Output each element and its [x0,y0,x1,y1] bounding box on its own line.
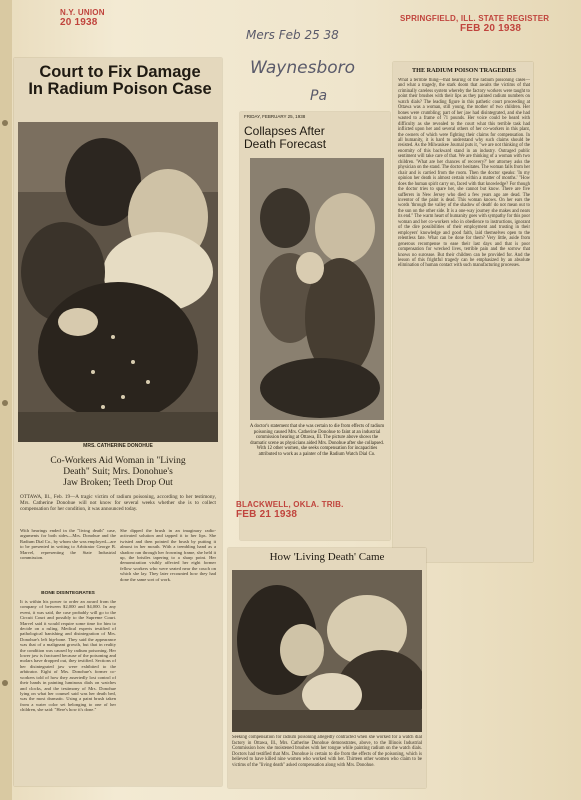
middle-headline-line1: Collapses After [244,124,325,138]
photo-image [18,122,218,442]
left-subhead-line2: Death" Suit; Mrs. Donohue's [63,467,173,477]
right-source-stamp [400,14,570,34]
collapse-photo [250,158,384,420]
page-binding [0,0,12,800]
binding-hole [2,680,8,686]
bottom-headline: How 'Living Death' Came [269,551,385,563]
left-column1-part2: It is within his power to order an award from the company of between $2,000 and $4,000. In any event, it was said, the case probably will go to the Circuit Court and possibly to the Supreme Court. Marvel said it would require some time for him to decide on a ruling. Medical experts testified of pathological banishing and disintegration of Mrs. Donohue's left hip-bone. They said the appearance was that of a malignant growth, but that in reality the condition was caused by radium poisoning. Her lower jaw is fractured because of the poisoning and molars have dropped out, they testified. Sections of her disintegrated jaw were exhibited to the arbitrator. Eight of Mrs. Donohue's former co-workers told of how they assertedly lost control of their hands in painting luminous dials on watches and clocks, and the testimony of Mrs. Donohue lying on what her counsel said was her death bed, was the most dramatic. Using a paint brush taken from a water color set belonging to one of her children, she said: "Here's how it's done." [20,599,116,713]
stamp-date: FEB 20 1938 [460,23,522,34]
middle-headline-line2: Death Forecast [244,136,327,151]
handwritten-state: Pa [310,88,328,104]
middle-headline [244,125,386,150]
stamp-date: 20 1938 [60,17,98,28]
left-source-stamp [60,8,170,28]
photo-image [250,158,384,420]
left-photo-caption: MRS. CATHERINE DONOHUE [83,443,153,449]
left-lead-paragraph: OTTAWA, Ill., Feb. 19—A tragic victim of radium poisoning, according to her testimony, Mrs. Catherine Donohue will not know for several weeks whether she is to collect compensation for her condition, it was announced today. [20,494,216,512]
left-subhead-line1: Co-Workers Aid Woman in "Living [50,456,186,466]
stamp-source: N.Y. UNION [60,8,105,17]
left-subhead-line3: Jaw Broken; Teeth Drop Out [63,478,173,488]
left-headline [22,64,218,99]
photo-image [232,570,422,732]
left-headline-line2: In Radium Poison Case [28,80,212,99]
right-headline: THE RADIUM POISON TRAGEDIES [412,67,516,74]
stamp-source: SPRINGFIELD, ILL. STATE REGISTER [400,14,550,23]
demonstration-photo [232,570,422,732]
left-column1-subhead: BONE DISINTEGRATES [41,591,95,596]
left-headline-line1: Court to Fix Damage [39,63,201,81]
handwritten-town: Waynesboro [250,58,356,78]
donohue-photo [18,122,218,442]
left-column2: She dipped the brush in an imaginary radio-activated solution and tapped it to her lips. She twisted and then pointed the brush by putting it almost in her mouth. With a trembling hand as a shadow ran through her frowning frame, she held it up, the bristles tapering to a sharp point. Her demonstration visibly affected her eight former fellow workers who were seated near the couch on which she lay. They later recounted how they had done the same sort of work. [120,528,216,582]
binding-hole [2,120,8,126]
handwritten-date: Mers Feb 25 38 [246,28,339,42]
binding-hole [2,400,8,406]
middle-dateline: FRIDAY, FEBRUARY 25, 1938 [244,114,306,119]
stamp-source: BLACKWELL, OKLA. TRIB. [236,500,344,509]
right-editorial-body: What a terrible thing—that hearing of the radium poisoning cases—and what a tragedy, the stark doom that awaits the victims of that criminally careless system whereby the factory workers were taught to point their brushes with their lips as they painted radium numbers on watch dials? The leading figure in this pathetic court proceeding at Ottawa was a woman, still young, the mother of two children. Her bones were crumbling; part of her jaw had disintegrated, and she had wasted to a frame of 71 pounds. Her voice could be heard with difficulty as she revealed to the court what this terrible task had inflicted upon her and several others of her co-workers in this plant, the owners of which were fighting their claims for compensation. In all humanity, it is hard to understand why such claims should be resisted. As the Milwaukee Journal puts it, "we are not thinking of the enormity of this backward stand in an industry. Outraged public sentiment will take care of that. We are thinking of a woman with two children. 'What are her chances of recovery?' her attorney asks the physician on the stand. The doctor hesitates. The woman falls from her chair and is carried from the room. Then the doctor speaks: 'In my opinion her death is almost certain within a matter of months.' "How does the human spirit carry on, faced with that knowledge? For though the doctor tries to spare her, she cannot but know. There are five sufferers in New Jersey who died a few years ago are dead. The inventor of the paint is dead. This woman knows. On her ears the words 'through the valley of the shadow of death' do not mean out to the sun on the other side. It is a one-way journey she makes and nears its end." The warm heart of humanity goes with sympathy for this poor woman and her co-workers who in obedience to instructions, ignorant of the dire possibilities of their employment and trusting in their employers' knowledge and good faith, laid themselves open to the relentless fate. What can be done for them? Very little, aside from generous recompense to ease their last days and that is poor compensation for wrecked lives, terrible pain and the sorrow that knows no surcease. But their children can be provided for. And the lesson of this frightful tragedy can be emphasized by an absolute elimination of human contact with such manufacturing processes. [398,78,530,269]
bottom-caption: Seeking compensation for radium poisoning allegedly contracted when she worked for a watch dial factory in Ottawa, Ill., Mrs. Catherine Donohue demonstrates, above, to the Illinois Industrial Commission how she moistened brushes with her tongue while painting radium on the watch dials. Doctors had testified that Mrs. Donohue is certain to die from the effects of the poisoning, which is believed to have killed nine women who worked with her. Thirteen other women who claim to be victims of the "living death" asked compensation along with Mrs. Donohue. [232,735,422,768]
middle-caption: A doctor's statement that she was certain to die from effects of radium poisoning caused Mrs. Catherine Donohue to faint at an industrial commission hearing at Ottawa, Ill. The picture above shows the dramatic scene as physicians aided Mrs. Donohue after she collapsed. With 12 other women, she seeks compensation for incapacities attributed to work as a painter of the Radium Watch Dial Co. [249,424,385,457]
left-subheadline [20,456,216,489]
stamp-date: FEB 21 1938 [236,509,298,520]
left-column1-part1: With hearings ended in the "living death" case, arguments for both sides—Mrs. Donohue and the Radium Dial Co., by whom she was employed—are to be presented in writing to Arbitrator George B. Marvel, representing the State Industrial commission. [20,528,116,561]
bottom-source-stamp [236,500,356,520]
